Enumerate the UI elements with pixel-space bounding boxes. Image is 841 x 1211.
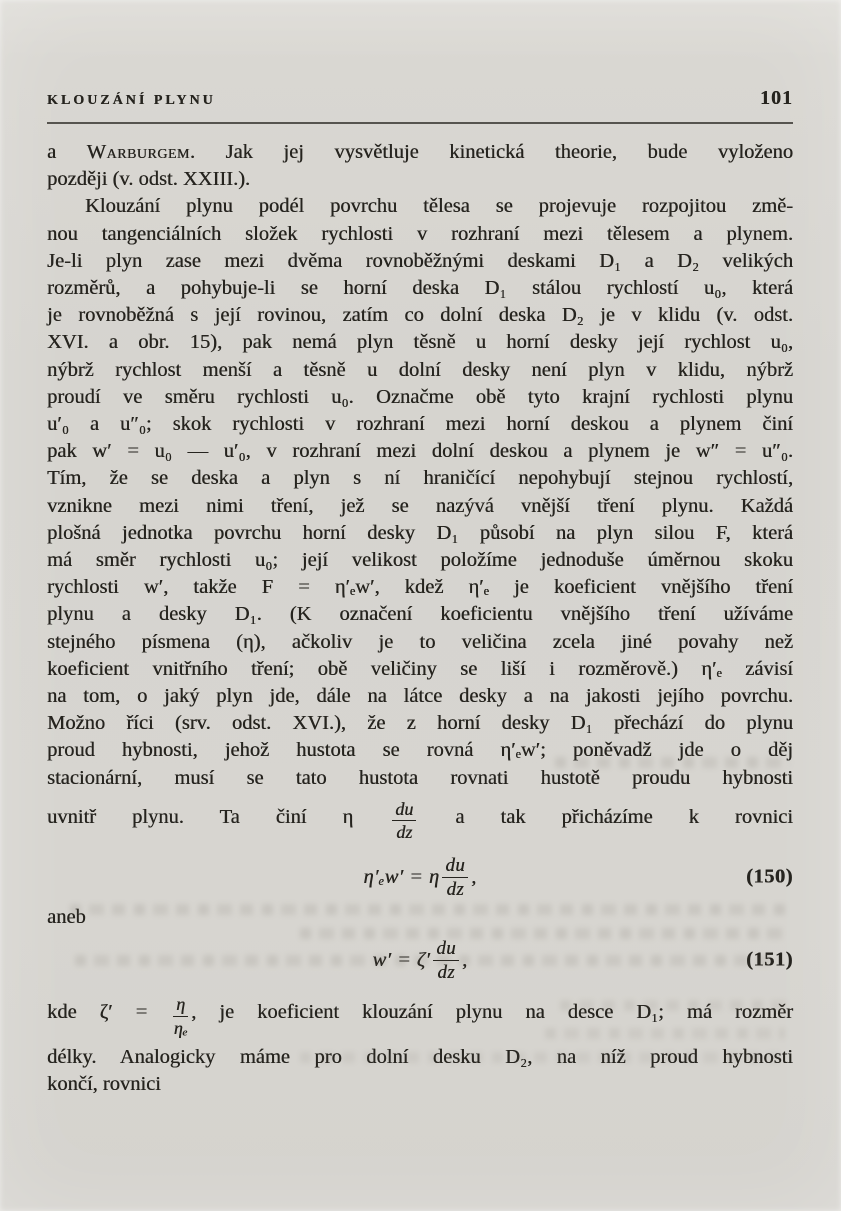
text-run: uvnitř plynu. Ta činí η [47, 805, 390, 828]
equation-body [372, 938, 467, 983]
text-run: délky. Analogicky máme pro dolní desku D₂, na níž proud hybnosti [47, 1045, 793, 1068]
equation-lhs: w′ = ζ′ [372, 948, 431, 971]
person-name: Warburgem [86, 141, 190, 163]
text-line [47, 520, 793, 547]
text-run: má směr rychlosti u₀; její velikost položíme jednoduše úměrnou skoku [47, 549, 793, 572]
text-line [47, 547, 793, 574]
text-run: Tím, že se deska a plyn s ní hraničící nepohybují stejnou rychlostí, [47, 467, 793, 490]
text-line [47, 411, 793, 438]
text-line [47, 193, 793, 220]
text-line [47, 765, 793, 792]
equation-150 [47, 850, 793, 904]
fraction: $\frac{du}{dz}$ [392, 799, 416, 842]
text-run: aneb [47, 906, 86, 929]
text-run: pak w′ = u₀ — u′₀, v rozhraní mezi dolní deskou a plynem je w″ = u″₀. [47, 440, 793, 463]
text-line [47, 1044, 793, 1071]
text-line [47, 248, 793, 275]
text-run: později (v. odst. XXIII.). [47, 168, 251, 191]
text-run: proud hybnosti, jehož hustota se rovná η′ₑw′; poněvadž jde o děj [47, 739, 793, 762]
equation-body [363, 855, 476, 900]
page-number: 101 [760, 87, 793, 109]
fraction: $\frac{du}{dz}$ [442, 855, 468, 900]
text-line [47, 438, 793, 465]
text-run: rozměrů, a pohybuje-li se horní deska D₁ stálou rychlostí u₀, která [47, 277, 793, 300]
text-run: rychlosti w′, takže F = η′ₑw′, kdež η′ₑ je koeficient vnějšího tření [47, 576, 793, 599]
text-line [47, 275, 793, 302]
text-line [47, 737, 793, 764]
text-line [47, 710, 793, 737]
text-run: na tom, o jaký plyn jde, dále na látce desky a na jakosti jejího povrchu. [47, 685, 793, 708]
text-run: nou tangenciálních složek rychlosti v rozhraní mezi tělesem a plynem. [47, 222, 793, 245]
text-run: a tak přicházíme k rovnici [419, 805, 793, 828]
text-line [47, 904, 793, 931]
equation-151 [47, 933, 793, 987]
text-line [47, 629, 793, 656]
text-run: koeficient vnitřního tření; obě veličiny se liší i rozměrově.) η′ₑ závisí [47, 657, 793, 680]
fraction: $\frac{\eta}{\text{ηₑ}}$ [173, 994, 188, 1038]
text-run: Je-li plyn zase mezi dvěma rovnoběžnými deskami D₁ a D₂ velikých [47, 249, 793, 272]
equation-tail: , [461, 948, 468, 971]
text-run: plošná jednotka povrchu horní desky D₁ působí na plyn silou F, která [47, 521, 793, 544]
text-run: plynu a desky D₁. (K označení koeficientu vnějšího tření užíváme [47, 603, 793, 626]
text-line [47, 656, 793, 683]
text-line [47, 465, 793, 492]
equation-number: (150) [746, 865, 793, 888]
text-run: a [47, 141, 87, 163]
fraction: $\frac{du}{dz}$ [433, 938, 459, 983]
text-line [47, 493, 793, 520]
text-line [47, 302, 793, 329]
page-header [47, 87, 793, 124]
text-run: končí, rovnici [47, 1073, 161, 1096]
text-run: nýbrž rychlost menší a těsně u dolní desky není plyn v klidu, nýbrž [47, 358, 793, 381]
text-line [47, 601, 793, 628]
text-run: stacionární, musí se tato hustota rovnati hustotě proudu hybnosti [47, 766, 793, 789]
text-run: je rovnoběžná s její rovinou, zatím co dolní deska D₂ je v klidu (v. odst. [47, 304, 793, 327]
text-line [47, 221, 793, 248]
text-run: , je koeficient klouzání plynu na desce D₁; má rozměr [191, 1001, 793, 1024]
equation-lhs: η′ₑw′ = η [363, 865, 440, 888]
text-run: . Jak jej vysvětluje kinetická theorie, bude vyloženo [189, 141, 793, 163]
text-run: vznikne mezi nimi tření, jež se nazývá vnější tření plynu. Každá [47, 494, 793, 517]
text-run: kde ζ′ = [47, 1001, 171, 1024]
equation-tail: , [471, 865, 477, 888]
text-line [47, 987, 793, 1043]
equation-number: (151) [746, 948, 793, 971]
text-line [47, 139, 793, 166]
text-line [47, 166, 793, 193]
text-run: XVI. a obr. 15), pak nemá plyn těsně u horní desky její rychlost u₀, [47, 331, 793, 354]
running-title: KLOUZÁNÍ PLYNU [47, 93, 216, 108]
text-line [47, 357, 793, 384]
text-run: u′₀ a u″₀; skok rychlosti v rozhraní mezi horní deskou a plynem činí [47, 413, 793, 436]
text-run: stejného písmena (η), ačkoliv je to veličina zcela jiné povahy než [47, 630, 793, 653]
text-run: proudí ve směru rychlosti u₀. Označme obě tyto krajní rychlosti plynu [47, 385, 793, 408]
text-line [47, 683, 793, 710]
text-line [47, 1071, 793, 1098]
body-text [47, 139, 793, 1098]
text-line [47, 792, 793, 848]
text-run: Klouzání plynu podél povrchu tělesa se projevuje rozpojitou změ- [85, 195, 793, 218]
text-run: Možno říci (srv. odst. XVI.), že z horní desky D₁ přechází do plynu [47, 712, 793, 735]
text-line [47, 329, 793, 356]
text-line [47, 384, 793, 411]
text-line [47, 574, 793, 601]
